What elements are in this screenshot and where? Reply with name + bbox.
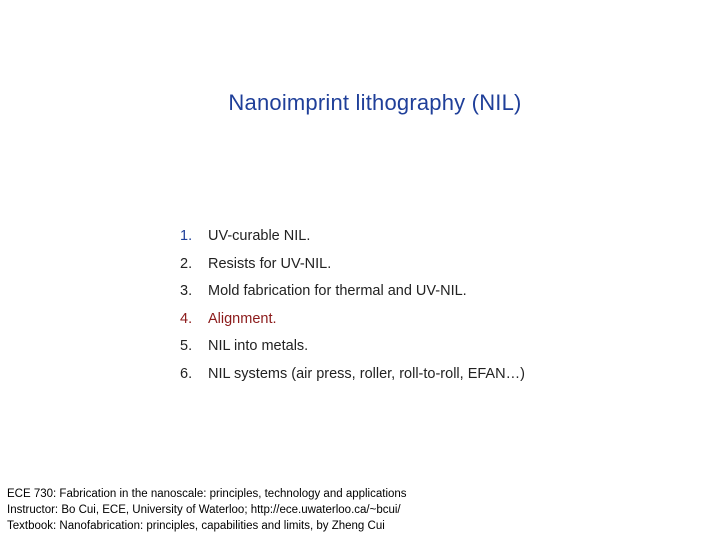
topic-number: 1. <box>180 228 193 244</box>
topic-text: UV-curable NIL. <box>208 228 311 244</box>
topic-number: 4. <box>180 310 193 327</box>
topic-text: Resists for UV-NIL. <box>208 255 332 272</box>
topic-number: 5. <box>180 338 193 355</box>
topic-item <box>180 336 525 364</box>
slide-footer <box>7 486 407 535</box>
topic-item <box>180 364 525 392</box>
topic-item <box>180 254 525 282</box>
topic-text: Alignment. <box>208 310 277 327</box>
topic-text: Mold fabrication for thermal and UV-NIL. <box>208 283 467 300</box>
topic-item-highlighted <box>180 309 525 337</box>
slide-title: Nanoimprint lithography (NIL) <box>228 90 522 115</box>
topic-text: NIL systems (air press, roller, roll-to-roll, EFAN…) <box>208 365 525 382</box>
topic-item <box>180 281 525 309</box>
topic-text: NIL into metals. <box>208 338 309 355</box>
topic-item <box>180 226 525 254</box>
footer-textbook: Textbook: Nanofabrication: principles, capabilities and limits, by Zheng Cui <box>7 520 385 533</box>
footer-instructor: Instructor: Bo Cui, ECE, University of Waterloo; http://ece.uwaterloo.ca/~bcui/ <box>7 504 401 517</box>
topic-number: 3. <box>180 283 193 300</box>
topic-number: 6. <box>180 365 193 382</box>
footer-course: ECE 730: Fabrication in the nanoscale: principles, technology and applications <box>7 488 407 500</box>
topic-number: 2. <box>180 255 193 272</box>
topic-list <box>180 226 525 392</box>
